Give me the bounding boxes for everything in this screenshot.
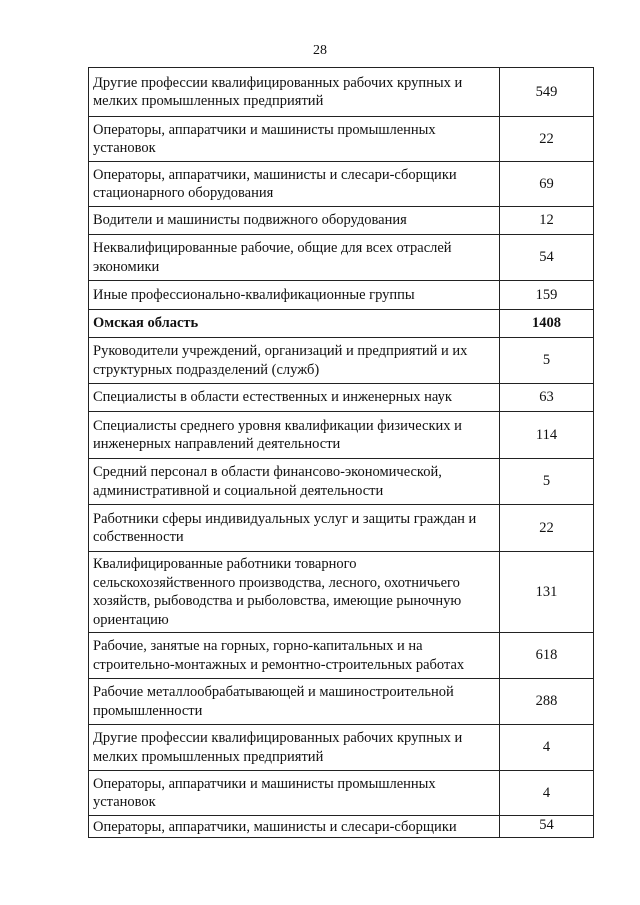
occupation-name-cell: Операторы, аппаратчики и машинисты промышленных установок — [89, 771, 500, 816]
count-cell: 159 — [500, 281, 594, 310]
occupation-table — [88, 67, 594, 838]
occupation-name-cell: Работники сферы индивидуальных услуг и защиты граждан и собственности — [89, 505, 500, 552]
table-row — [89, 633, 594, 679]
table-row — [89, 552, 594, 633]
table-row — [89, 412, 594, 459]
occupation-name-cell: Операторы, аппаратчики и машинисты промышленных установок — [89, 117, 500, 162]
count-cell: 22 — [500, 505, 594, 552]
occupation-name-cell: Другие профессии квалифицированных рабочих крупных и мелких промышленных предприятий — [89, 725, 500, 771]
count-cell: 4 — [500, 725, 594, 771]
table-row — [89, 816, 594, 838]
count-cell: 5 — [500, 338, 594, 384]
table-body — [89, 68, 594, 838]
table-row — [89, 162, 594, 207]
count-cell: 63 — [500, 384, 594, 412]
count-cell: 12 — [500, 207, 594, 235]
count-cell: 114 — [500, 412, 594, 459]
occupation-name-cell: Омская область — [89, 310, 500, 338]
table-row — [89, 505, 594, 552]
count-cell: 54 — [500, 816, 594, 838]
table-row — [89, 281, 594, 310]
table-row — [89, 117, 594, 162]
table-row — [89, 207, 594, 235]
count-cell: 131 — [500, 552, 594, 633]
count-cell: 549 — [500, 68, 594, 117]
occupation-name-cell: Рабочие металлообрабатывающей и машиностроительной промышленности — [89, 679, 500, 725]
count-cell: 54 — [500, 235, 594, 281]
table-row — [89, 384, 594, 412]
table-row — [89, 235, 594, 281]
count-cell: 5 — [500, 459, 594, 505]
occupation-name-cell: Иные профессионально-квалификационные группы — [89, 281, 500, 310]
table-row — [89, 338, 594, 384]
page-number: 28 — [313, 43, 327, 58]
occupation-name-cell: Рабочие, занятые на горных, горно-капитальных и на строительно-монтажных и ремонтно-строительных работах — [89, 633, 500, 679]
count-cell: 22 — [500, 117, 594, 162]
occupation-name-cell: Специалисты в области естественных и инженерных наук — [89, 384, 500, 412]
occupation-name-cell: Руководители учреждений, организаций и предприятий и их структурных подразделений (служб) — [89, 338, 500, 384]
occupation-name-cell: Неквалифицированные рабочие, общие для всех отраслей экономики — [89, 235, 500, 281]
count-cell: 618 — [500, 633, 594, 679]
occupation-name-cell: Квалифицированные работники товарного сельскохозяйственного производства, лесного, охотничьего хозяйств, рыбоводства и рыболовства, имеющие рыночную ориентацию — [89, 552, 500, 633]
table-row — [89, 725, 594, 771]
count-cell: 4 — [500, 771, 594, 816]
occupation-name-cell: Другие профессии квалифицированных рабочих крупных и мелких промышленных предприятий — [89, 68, 500, 117]
occupation-name-cell: Операторы, аппаратчики, машинисты и слесари-сборщики — [89, 816, 500, 838]
occupation-name-cell: Средний персонал в области финансово-экономической, административной и социальной деятельности — [89, 459, 500, 505]
table-row — [89, 310, 594, 338]
table-row — [89, 459, 594, 505]
count-cell: 69 — [500, 162, 594, 207]
occupation-name-cell: Специалисты среднего уровня квалификации физических и инженерных направлений деятельности — [89, 412, 500, 459]
count-cell: 1408 — [500, 310, 594, 338]
occupation-name-cell: Водители и машинисты подвижного оборудования — [89, 207, 500, 235]
table-row — [89, 771, 594, 816]
count-cell: 288 — [500, 679, 594, 725]
table-row — [89, 679, 594, 725]
table-row — [89, 68, 594, 117]
occupation-name-cell: Операторы, аппаратчики, машинисты и слесари-сборщики стационарного оборудования — [89, 162, 500, 207]
